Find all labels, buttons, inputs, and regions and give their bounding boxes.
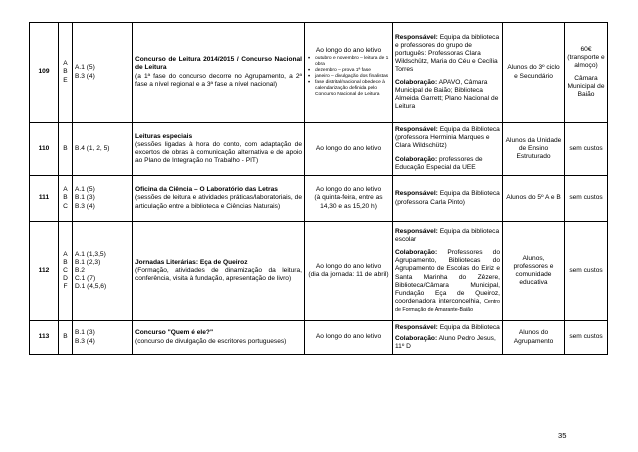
target-audience-cell: Alunos do 3º ciclo e Secundário [503,23,565,123]
collaboration-text: Professores do Agrupamento, Bibliotecas do Agrupamento de Escolas do Eiriz e Santa Marinha do Zêzere, Biblioteca/Câmara Municipal, Fundação Eça de Queiroz, coordenadora interconcelhia, [395,249,500,305]
axes-cell [59,23,73,123]
collaboration-label: Colaboração: [395,155,438,163]
goal-code: B.3 (4) [75,337,95,345]
responsible-cell [393,123,503,176]
responsible-cell [393,321,503,355]
collaboration-label: Colaboração: [395,79,438,87]
calendar-main: Ao longo do ano letivo [315,333,382,341]
axes-cell [59,176,73,222]
goal-code: C.1 (7) [75,275,96,283]
calendar-extra: (à quinta-feira, entre as 14,30 e as 15,20 h) [314,194,383,210]
activity-number: 111 [30,176,59,222]
table-row [30,176,608,222]
axes-cell [59,222,73,321]
activity-details: (concurso de divulgação de escritores portugueses) [135,337,287,345]
axis-letter: B [63,258,68,266]
activity-cell [133,321,305,355]
goal-code: D.1 (4,5,6) [75,283,107,291]
calendar-cell [305,222,393,321]
axis-letter: A [63,186,68,194]
responsible-paragraph [395,228,500,244]
axis-letter: B [63,68,68,76]
calendar-main: Ao longo do ano letivo [315,46,382,54]
collaboration-text: APAVO, Câmara Municipal de Baião; Biblioteca Almeida Garrett; Plano Nacional de Leitura [395,79,499,111]
cost-cell [565,123,608,176]
calendar-item: • fase distrital/nacional obedece à calendarização definida pelo Concurso Nacional de Leitura [307,80,390,98]
collaboration-paragraph [395,249,500,313]
table-row [30,222,608,321]
collaboration-paragraph [395,335,500,351]
axis-letter: D [63,275,68,283]
activity-cell [133,176,305,222]
activity-number: 109 [30,23,59,123]
collaboration-paragraph [395,79,500,111]
calendar-item: • outubro e novembro – leitura de 1 obra [307,56,390,68]
axis-letter: E [63,76,68,84]
activity-title: Jornadas Literárias: Eça de Queiroz [135,258,248,266]
responsible-paragraph [395,126,500,150]
cost-value: sem custos [569,333,603,341]
responsible-label: Responsável: [395,190,438,198]
goal-code: B.1 (3) [75,194,95,202]
cost-cell [565,23,608,123]
calendar-cell [305,23,393,123]
responsible-paragraph [395,34,500,74]
axes-cell [59,123,73,176]
axis-letter: C [63,202,68,210]
responsible-paragraph [395,190,500,206]
target-audience-cell: Alunos da Unidade de Ensino Estruturado [503,123,565,176]
activity-number: 112 [30,222,59,321]
calendar-cell [305,123,393,176]
collaboration-text: Aluno Pedro Jesus, 11º D [395,334,496,351]
calendar-cell [305,176,393,222]
axes-cell [59,321,73,355]
goal-code: B.3 (4) [75,202,95,210]
collaboration-text: professores de Educação Especial da UEE [395,155,483,171]
goals-cell [73,321,133,355]
target-audience-cell: Alunos do Agrupamento [503,321,565,355]
goals-cell [73,123,133,176]
responsible-text: Equipa da Biblioteca [439,323,500,331]
target-audience-cell: Alunos do 5º A e B [503,176,565,222]
responsible-label: Responsável: [395,33,438,41]
cost-cell [565,222,608,321]
responsible-text: Equipa da biblioteca escolar [395,228,500,244]
responsible-cell [393,222,503,321]
calendar-list [307,56,390,99]
calendar-cell [305,321,393,355]
calendar-main: Ao longo do ano letivo [315,262,382,270]
collaboration-paragraph [395,156,500,172]
activity-title: Oficina da Ciência – O Laboratório das Letras [135,186,278,194]
table-row [30,123,608,176]
collaboration-label: Colaboração: [395,334,438,342]
page-number: 35 [558,431,567,440]
axis-letter: C [63,266,68,274]
axis-letter: F [63,283,68,291]
goals-cell [73,23,133,123]
responsible-cell [393,23,503,123]
table-row [30,23,608,123]
responsible-label: Responsável: [395,323,438,331]
activity-plan-table [29,22,608,355]
goal-code: B.3 (4) [75,72,95,80]
axis-letter: B [63,333,68,341]
calendar-item: • dezembro – prova 1ª fase [307,68,390,74]
goal-code: B.2 [75,266,85,274]
goal-code: A.1 (1,3,5) [75,250,106,258]
cost-value: sem custos [569,144,603,152]
responsible-cell [393,176,503,222]
goal-code: A.1 (5) [75,64,95,72]
axis-letter: A [63,250,68,258]
responsible-paragraph [395,324,500,332]
goal-code: B.4 (1, 2, 5) [75,144,110,152]
table-row [30,321,608,355]
activity-details: (Formação, atividades de dinamização da leitura, conferência, visita à fundação, apresentação de livro) [135,266,302,283]
responsible-text: Equipa da biblioteca e professores do grupo de português: Professoras Clara Wildschütz, Maria do Céu e Cecília Torres [395,33,500,73]
activity-cell [133,222,305,321]
calendar-extra: (dia da jornada: 11 de abril) [308,271,389,278]
activity-cell [133,23,305,123]
calendar-main: Ao longo do ano letivo [315,186,382,194]
axis-letter: A [63,60,68,68]
collaboration-label: Colaboração: [395,249,438,257]
activity-number: 113 [30,321,59,355]
activity-title: Concurso de Leitura 2014/2015 / Concurso Nacional de Leitura [135,56,302,72]
cost-value: sem custos [569,194,603,202]
cost-cell [565,176,608,222]
collaboration-small-text: Centro de Formação de Amarante-Baião [395,298,500,313]
responsible-text: Equipa da Biblioteca (professora Carla Pinto) [395,190,500,206]
calendar-item: • janeiro – divulgação dos finalistas [307,74,390,80]
responsible-text: Equipa da Biblioteca (professora Herminia Marques e Clara Wildschütz) [395,126,500,150]
activity-details: (a 1ª fase do concurso decorre no Agrupamento, a 2ª fase a nível regional e a 3ª fase a nível nacional) [135,72,302,88]
activity-details: (sessões de leitura e atividades práticas/laboratoriais, de articulação entre a biblioteca e Ciências Naturais) [135,194,302,210]
axis-letter: B [63,194,68,202]
goal-code: B.1 (3) [75,329,95,337]
activity-title: Concurso "Quem é ele?" [135,329,214,337]
goal-code: B.1 (2,3) [75,258,101,266]
target-audience-cell: Alunos, professores e comunidade educativa [503,222,565,321]
cost-cell [565,321,608,355]
goals-cell [73,176,133,222]
calendar-main: Ao longo do ano letivo [315,144,382,152]
axis-letter: B [63,144,68,152]
activity-cell [133,123,305,176]
activity-title: Leituras especiais [135,132,193,140]
cost-value: sem custos [569,266,603,274]
activity-details: (sessões ligadas à hora do conto, com adaptação de excertos de obras à comunicação alternativa e de apoio ao Plano de Integração no Trabalho - PIT) [135,140,302,165]
cost-value: 60€ (transporte e almoço) [567,45,605,69]
goals-cell [73,222,133,321]
goal-code: A.1 (5) [75,186,95,194]
activity-number: 110 [30,123,59,176]
responsible-label: Responsável: [395,228,438,236]
cost-note: Câmara Municipal de Baião [567,75,605,99]
responsible-label: Responsável: [395,126,438,134]
